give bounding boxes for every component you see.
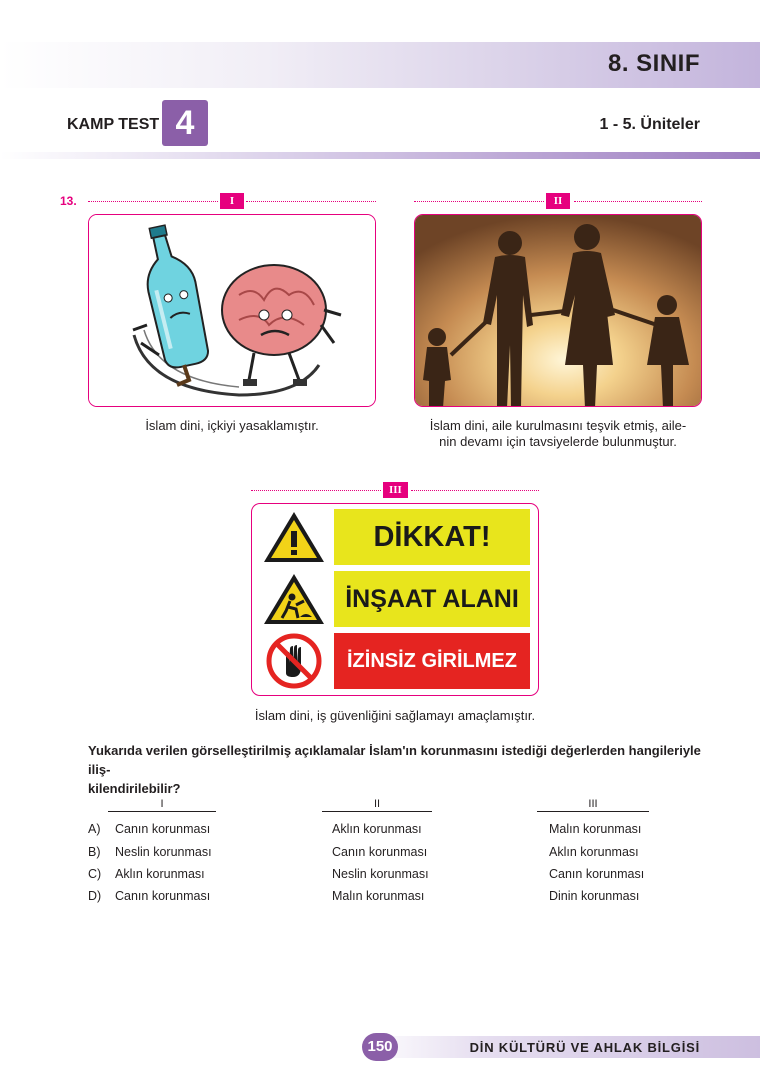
- panel-ii-dots-left: [414, 201, 544, 202]
- page-number-badge: 150: [362, 1033, 398, 1061]
- panel-ii-caption-line-1: İslam dini, aile kurulmasını teşvik etmiş, aile-: [429, 418, 687, 433]
- option-a-col-ii: Aklın korunması: [332, 822, 422, 836]
- panel-ii-image: [414, 214, 702, 407]
- panel-ii-dots-right: [574, 201, 702, 202]
- panel-ii-caption: [414, 418, 702, 450]
- sign-insaat-alani-text: İNŞAAT ALANI: [334, 571, 530, 627]
- question-number: 13.: [60, 194, 77, 208]
- option-d-col-ii: Malın korunması: [332, 889, 425, 903]
- column-header-ii: II: [322, 798, 432, 812]
- option-d-letter[interactable]: D): [88, 889, 102, 903]
- grade-label: 8. SINIF: [607, 50, 700, 77]
- bottle-brain-illustration: [89, 215, 376, 407]
- panel-i-dots-right: [246, 201, 376, 202]
- panel-i-dots-left: [88, 201, 218, 202]
- panel-iii-dots-right: [411, 490, 539, 491]
- option-c-col-i: Aklın korunması: [115, 867, 205, 881]
- option-b-col-ii: Canın korunması: [332, 845, 428, 859]
- column-header-i: I: [108, 798, 216, 812]
- option-a-col-i: Canın korunması: [115, 822, 211, 836]
- column-header-iii: III: [537, 798, 649, 812]
- panel-ii-caption-line-2: nin devamı için tavsiyelerde bulunmuştur.: [439, 434, 677, 449]
- subject-title: DİN KÜLTÜRÜ VE AHLAK BİLGİSİ: [469, 1040, 700, 1055]
- no-entry-hand-icon: [262, 633, 326, 689]
- question-prompt: [88, 741, 708, 798]
- option-b-col-i: Neslin korunması: [115, 845, 212, 859]
- kamp-test-label: KAMP TEST: [67, 116, 160, 133]
- panel-i-image: [88, 214, 376, 407]
- option-d-col-i: Canın korunması: [115, 889, 211, 903]
- panel-iii-caption: İslam dini, iş güvenliğini sağlamayı amaçlamıştır.: [254, 708, 536, 723]
- units-label: 1 - 5. Üniteler: [599, 116, 700, 133]
- sign-dikkat-text: DİKKAT!: [334, 509, 530, 565]
- warning-exclamation-icon: [262, 509, 326, 565]
- option-b-letter[interactable]: B): [88, 845, 101, 859]
- sign-row-warning: [262, 509, 532, 565]
- test-header: [0, 100, 760, 150]
- header-divider: [0, 152, 760, 159]
- option-d-col-iii: Dinin korunması: [549, 889, 640, 903]
- option-c-letter[interactable]: C): [88, 867, 102, 881]
- sign-row-no-entry: [262, 633, 532, 689]
- question-prompt-line-1: Yukarıda verilen görselleştirilmiş açıklamalar İslam'ın korunmasını istediği değerlerden hangileriyle iliş-: [88, 743, 701, 777]
- panel-i-tag: I: [220, 193, 244, 209]
- construction-worker-icon: [262, 571, 326, 627]
- sign-izinsiz-girilmez-text: İZİNSİZ GİRİLMEZ: [334, 633, 530, 689]
- option-c-col-ii: Neslin korunması: [332, 867, 429, 881]
- test-number-badge: 4: [162, 100, 208, 146]
- panel-ii-tag: II: [546, 193, 570, 209]
- option-a-letter[interactable]: A): [88, 822, 101, 836]
- panel-i-caption: İslam dini, içkiyi yasaklamıştır.: [145, 418, 319, 433]
- option-c-col-iii: Canın korunması: [549, 867, 645, 881]
- option-a-col-iii: Malın korunması: [549, 822, 642, 836]
- panel-iii-dots-left: [251, 490, 381, 491]
- panel-iii-image: [251, 503, 539, 696]
- panel-iii-tag: III: [383, 482, 408, 498]
- option-b-col-iii: Aklın korunması: [549, 845, 639, 859]
- family-silhouette-photo: [415, 215, 702, 407]
- sign-row-construction: [262, 571, 532, 627]
- question-prompt-line-2: kilendirilebilir?: [88, 781, 181, 796]
